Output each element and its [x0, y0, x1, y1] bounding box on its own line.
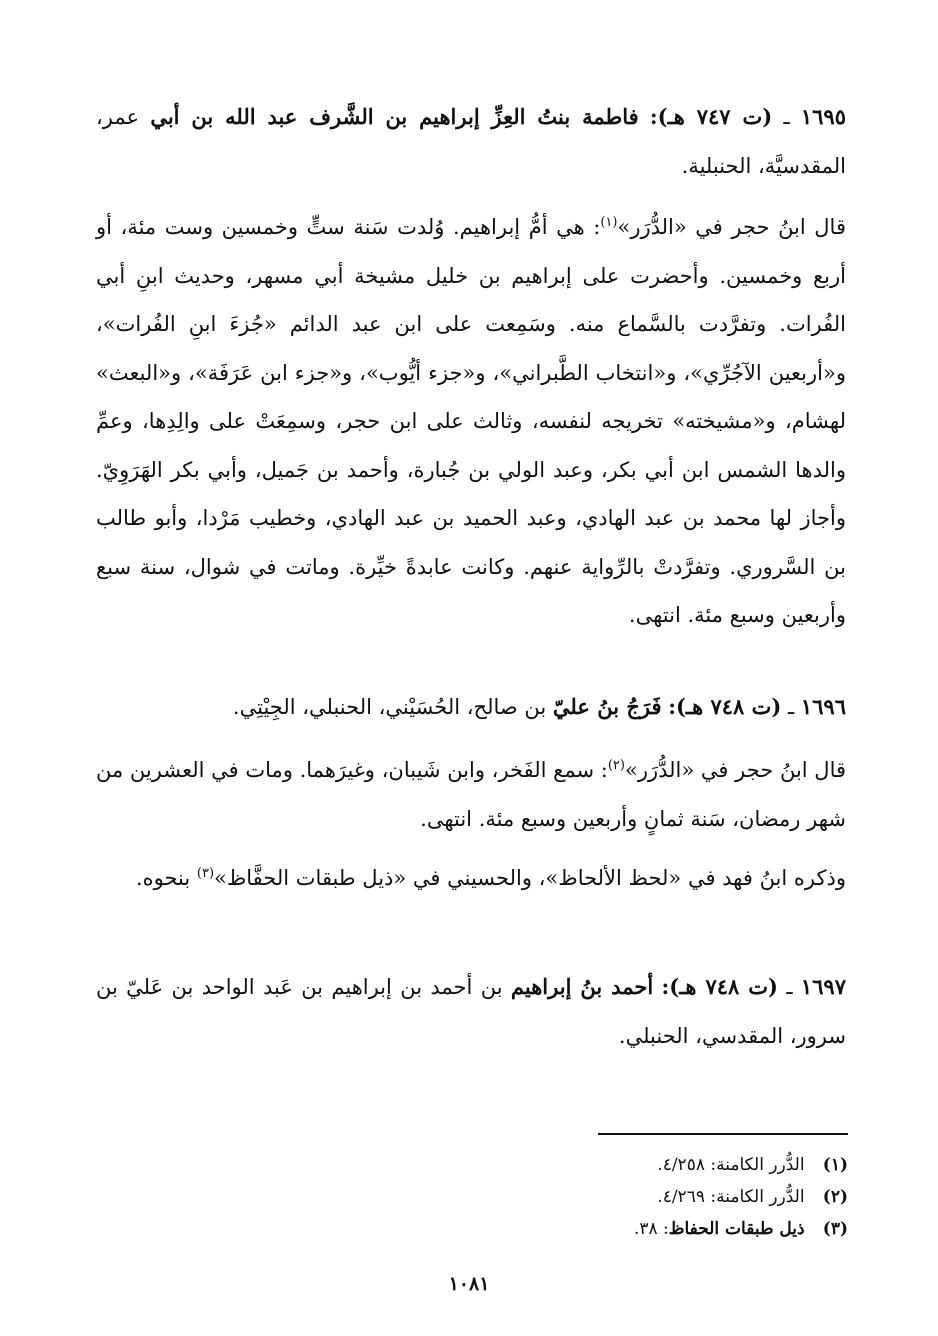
quote-text: : سمع الفَخر، وابن شَيبان، وغيرَهما. ومات في العشرين من شهر رمضان، سَنة ثمانٍ وأربعين وسبع مئة. انتهى. — [96, 758, 846, 831]
footnote-ref-text: : ٤/٢٥٨. — [657, 1155, 717, 1175]
quote-intro: قال ابنُ حجر في «الدُّرَر» — [624, 758, 847, 782]
death-date: (ت ٧٤٨ هـ): — [668, 694, 782, 719]
entry-1697-heading — [96, 963, 846, 1060]
quote-intro: قال ابنُ حجر في «الدُّرَر» — [617, 215, 846, 239]
entry-1696-heading — [96, 683, 846, 732]
entry-1695-quote — [96, 203, 846, 640]
entry-lineage: بن أحمد بن إبراهيم بن عَبد الواحد بن عَليّ بن سرور، المقدسي، الحنبلي. — [96, 975, 846, 1048]
footnotes — [420, 1149, 848, 1245]
entry-name: فاطمة بنتُ العِزِّ إبراهيم بن الشَّرف عبد الله بن أبي — [150, 104, 639, 129]
footnote-marker: (٣) — [822, 1219, 848, 1239]
entry-separator: ـ — [786, 975, 793, 999]
entry-number: ١٦٩٦ — [800, 694, 846, 719]
page-number: ١٠٨١ — [448, 1273, 490, 1295]
entry-number: ١٦٩٥ — [800, 104, 846, 129]
entry-1696-quote — [96, 746, 846, 843]
mention-tail: بنحوه. — [135, 866, 197, 890]
entry-separator: ـ — [788, 695, 795, 719]
footnote-ref: (٣) — [196, 866, 215, 881]
footnote-title: الدُّرر الكامنة — [716, 1187, 805, 1207]
footnote-item — [420, 1213, 848, 1245]
footnote-marker: (١) — [822, 1155, 848, 1175]
entry-separator: ـ — [783, 105, 790, 129]
entry-1695-heading — [96, 93, 846, 190]
footnote-ref-text: : ٣٨. — [633, 1219, 669, 1239]
mention-text: وذكره ابنُ فهد في «لحظ الألحاظ»، والحسيني في «ذيل طبقات الحفَّاظ» — [214, 866, 846, 890]
quote-text: : هي أمُّ إبراهيم. وُلدت سَنة ستٍّ وخمسين وست مئة، أو أربع وخمسين. وأحضرت على إبراهيم بن خليل مشيخة أبي مسهر، وحديث ابنِ أبي الفُرات. وتفرَّدت بالسَّماع منه. وسَمِعت على ابن عبد الدائم «جُزءَ ابنِ الفُرات»، و«أربعين الآجُرِّي»، و«انتخاب الطَّبراني»، و«جزء أيُّوب»، و«جزء ابن عَرَفَة»، و«البعث» لهشام، و«مشيخته» تخريجه لنفسه، وثالث على ابن حجر، وسمِعَتْ على والِدِها، وعمِّ والدها الشمس ابن أبي بكر، وعبد الولي بن جُبارة، وأحمد بن جَميل، وأبي بكر الهَرَوِيّ. وأجاز لها محمد بن عبد الهادي، وعبد الحميد بن عبد الهادي، وخطيب مَرْدا، وأبو طالب بن السَّروري. وتفرَّدتْ بالرِّواية عنهم. وكانت عابدةً خيِّرة. وماتت في شوال، سنة سبع وأربعين وسبع مئة. انتهى. — [96, 215, 846, 627]
entry-name: فَرَجُ بنُ عليّ — [552, 694, 662, 719]
entry-name: أحمد بنُ إبراهيم — [510, 974, 654, 999]
death-date: (ت ٧٤٧ هـ): — [649, 104, 773, 129]
entry-number: ١٦٩٧ — [800, 974, 846, 999]
footnote-item — [420, 1181, 848, 1213]
footnote-title: الدُّرر الكامنة — [716, 1155, 805, 1175]
footnote-item — [420, 1149, 848, 1181]
death-date: (ت ٧٤٨ هـ): — [661, 974, 778, 999]
footnote-marker: (٢) — [822, 1187, 848, 1207]
footnote-title: ذيل طبقات الحفاظ — [668, 1219, 805, 1239]
footnote-ref: (٢) — [607, 758, 625, 773]
footnote-ref-text: : ٤/٢٦٩. — [657, 1187, 717, 1207]
footnote-ref: (١) — [600, 215, 618, 230]
entry-1696-mention — [96, 854, 846, 903]
footnote-divider — [598, 1133, 848, 1135]
entry-lineage: عمر، المقدسيَّة، الحنبلية. — [96, 105, 846, 178]
entry-lineage: بن صالح، الحُسَيْني، الحنبلي، الجِيْتِي. — [232, 695, 547, 719]
